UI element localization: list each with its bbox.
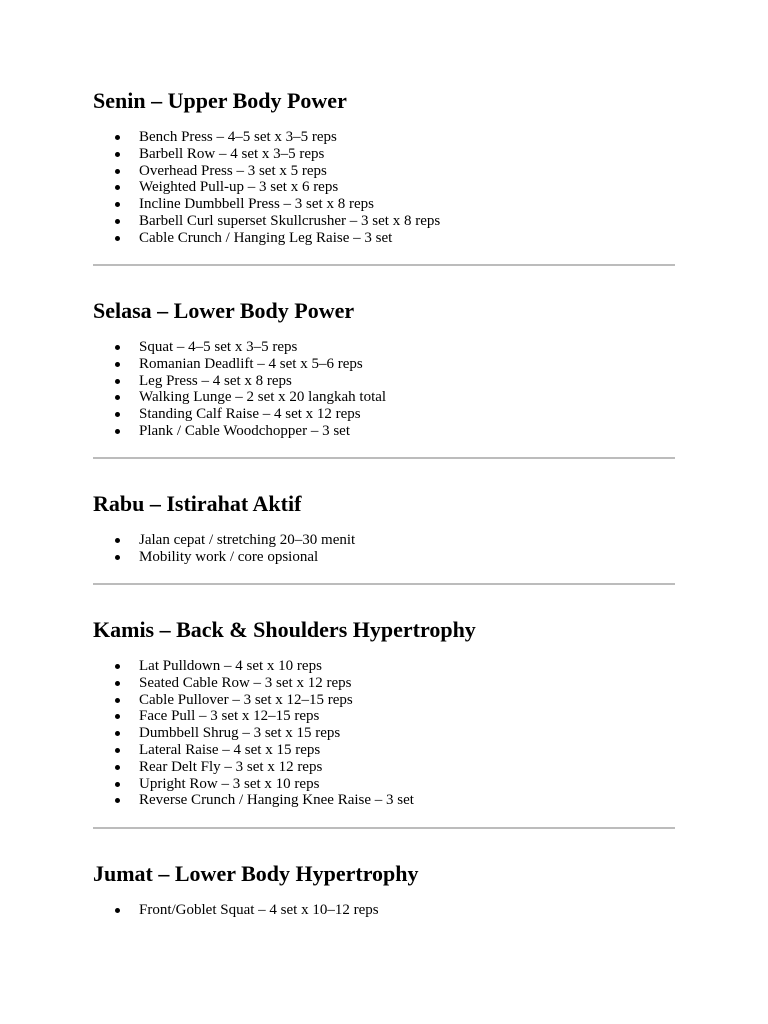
exercise-text: Cable Pullover – 3 set x 12–15 reps bbox=[139, 691, 353, 708]
section-divider bbox=[93, 827, 675, 829]
bullet-icon bbox=[115, 202, 120, 207]
list-item bbox=[93, 339, 386, 356]
bullet-icon bbox=[115, 538, 120, 543]
bullet-icon bbox=[115, 798, 120, 803]
exercise-list bbox=[93, 902, 379, 919]
bullet-icon bbox=[115, 782, 120, 787]
exercise-text: Lateral Raise – 4 set x 15 reps bbox=[139, 741, 321, 758]
exercise-list bbox=[93, 532, 355, 566]
exercise-text: Bench Press – 4–5 set x 3–5 reps bbox=[139, 129, 337, 145]
bullet-icon bbox=[115, 555, 120, 560]
section-divider bbox=[93, 583, 675, 585]
section-heading: Senin – Upper Body Power bbox=[93, 88, 347, 113]
bullet-icon bbox=[115, 236, 120, 241]
exercise-list bbox=[93, 129, 440, 247]
exercise-text: Lat Pulldown – 4 set x 10 reps bbox=[139, 658, 322, 674]
exercise-text: Plank / Cable Woodchopper – 3 set bbox=[139, 422, 350, 439]
list-item bbox=[93, 163, 440, 180]
exercise-text: Weighted Pull-up – 3 set x 6 reps bbox=[139, 179, 339, 196]
section-divider bbox=[93, 457, 675, 459]
section-rabu bbox=[93, 490, 675, 565]
exercise-text: Leg Press – 4 set x 8 reps bbox=[139, 372, 292, 389]
list-item bbox=[93, 196, 440, 213]
exercise-text: Barbell Row – 4 set x 3–5 reps bbox=[139, 145, 325, 162]
list-item bbox=[93, 549, 355, 566]
list-item bbox=[93, 213, 440, 230]
list-item bbox=[93, 742, 414, 759]
section-divider bbox=[93, 264, 675, 266]
bullet-icon bbox=[115, 152, 120, 157]
exercise-text: Mobility work / core opsional bbox=[139, 548, 319, 565]
bullet-icon bbox=[115, 714, 120, 719]
bullet-icon bbox=[115, 412, 120, 417]
bullet-icon bbox=[115, 681, 120, 686]
section-heading: Selasa – Lower Body Power bbox=[93, 298, 355, 323]
exercise-text: Overhead Press – 3 set x 5 reps bbox=[139, 162, 327, 179]
bullet-icon bbox=[115, 664, 120, 669]
exercise-list bbox=[93, 658, 414, 809]
list-item bbox=[93, 179, 440, 196]
bullet-icon bbox=[115, 429, 120, 434]
exercise-text: Walking Lunge – 2 set x 20 langkah total bbox=[139, 389, 387, 406]
exercise-text: Face Pull – 3 set x 12–15 reps bbox=[139, 708, 320, 725]
section-heading: Jumat – Lower Body Hypertrophy bbox=[93, 861, 419, 886]
list-item bbox=[93, 725, 414, 742]
bullet-icon bbox=[115, 362, 120, 367]
list-item bbox=[93, 146, 440, 163]
bullet-icon bbox=[115, 219, 120, 224]
list-item bbox=[93, 658, 414, 675]
list-item bbox=[93, 902, 379, 919]
exercise-list bbox=[93, 339, 386, 440]
exercise-text: Front/Goblet Squat – 4 set x 10–12 reps bbox=[139, 902, 379, 918]
exercise-text: Romanian Deadlift – 4 set x 5–6 reps bbox=[139, 355, 363, 372]
exercise-text: Cable Crunch / Hanging Leg Raise – 3 set bbox=[139, 229, 393, 246]
list-item bbox=[93, 356, 386, 373]
list-item bbox=[93, 692, 414, 709]
exercise-text: Upright Row – 3 set x 10 reps bbox=[139, 775, 320, 792]
bullet-icon bbox=[115, 748, 120, 753]
exercise-text: Dumbbell Shrug – 3 set x 15 reps bbox=[139, 725, 341, 742]
list-item bbox=[93, 129, 440, 146]
bullet-icon bbox=[115, 908, 120, 913]
list-item bbox=[93, 708, 414, 725]
section-jumat bbox=[93, 860, 675, 918]
list-item bbox=[93, 373, 386, 390]
section-heading: Rabu – Istirahat Aktif bbox=[93, 491, 302, 516]
list-item bbox=[93, 389, 386, 406]
exercise-text: Rear Delt Fly – 3 set x 12 reps bbox=[139, 758, 323, 775]
list-item bbox=[93, 406, 386, 423]
list-item bbox=[93, 776, 414, 793]
bullet-icon bbox=[115, 379, 120, 384]
bullet-icon bbox=[115, 765, 120, 770]
exercise-text: Barbell Curl superset Skullcrusher – 3 set x 8 reps bbox=[139, 212, 441, 229]
bullet-icon bbox=[115, 169, 120, 174]
list-item bbox=[93, 675, 414, 692]
section-selasa bbox=[93, 297, 675, 439]
section-kamis bbox=[93, 616, 675, 809]
exercise-text: Reverse Crunch / Hanging Knee Raise – 3 set bbox=[139, 792, 414, 809]
exercise-text: Squat – 4–5 set x 3–5 reps bbox=[139, 339, 298, 355]
list-item bbox=[93, 532, 355, 549]
bullet-icon bbox=[115, 731, 120, 736]
bullet-icon bbox=[115, 698, 120, 703]
bullet-icon bbox=[115, 135, 120, 140]
bullet-icon bbox=[115, 185, 120, 190]
bullet-icon bbox=[115, 395, 120, 400]
section-heading: Kamis – Back & Shoulders Hypertrophy bbox=[93, 617, 476, 642]
list-item bbox=[93, 759, 414, 776]
exercise-text: Seated Cable Row – 3 set x 12 reps bbox=[139, 674, 352, 691]
bullet-icon bbox=[115, 345, 120, 350]
exercise-text: Jalan cepat / stretching 20–30 menit bbox=[139, 532, 356, 548]
list-item bbox=[93, 423, 386, 440]
list-item bbox=[93, 230, 440, 247]
section-senin bbox=[93, 87, 675, 246]
exercise-text: Incline Dumbbell Press – 3 set x 8 reps bbox=[139, 196, 374, 213]
exercise-text: Standing Calf Raise – 4 set x 12 reps bbox=[139, 406, 361, 423]
list-item bbox=[93, 792, 414, 809]
